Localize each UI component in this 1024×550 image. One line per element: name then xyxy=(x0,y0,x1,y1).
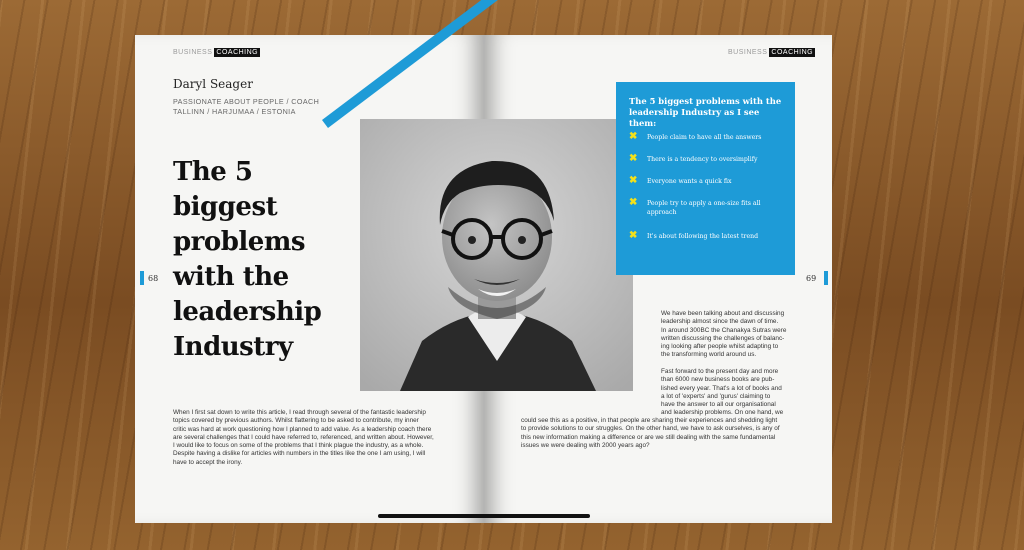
problem-line: There is a tendency to oversimplify xyxy=(647,156,758,163)
home-indicator-bar[interactable] xyxy=(378,514,590,518)
para-line: a lot of 'experts' and 'gurus' claiming to xyxy=(661,392,771,400)
headline-line: problems xyxy=(173,227,305,257)
right-section-label: BUSINESS xyxy=(728,49,768,56)
callout-title-line: The 5 biggest problems with the xyxy=(629,96,782,106)
problem-text xyxy=(647,199,787,217)
left-page-number: 68 xyxy=(148,274,159,283)
headline-line: The 5 xyxy=(173,157,253,187)
author-location: TALLINN / HARJUMAA / ESTONIA xyxy=(173,107,296,116)
intro-line: When I first sat down to write this article, I read through several of the fantastic leadership xyxy=(173,409,426,416)
para-line: and leadership problems. On one hand, we xyxy=(661,409,784,417)
paragraph-present xyxy=(661,368,821,418)
callout-title xyxy=(629,96,784,129)
problem-text xyxy=(647,177,787,186)
para-line: Fast forward to the present day and more xyxy=(661,368,779,375)
problem-line: Everyone wants a quick fix xyxy=(647,178,732,185)
para-line: to provide solutions to our struggles. On the other hand, we have to ask ourselves, is any of xyxy=(521,425,780,433)
para-line: We have been talking about and discussing xyxy=(661,310,785,317)
intro-line: have to accept the irony. xyxy=(173,458,243,466)
problem-line: People try to apply a one-size fits all xyxy=(647,200,761,207)
para-line: could see this as a positive, in that people are sharing their experiences and shedding light xyxy=(521,417,778,424)
para-line: have the answer to all our organisational xyxy=(661,401,776,409)
para-line: this new information making a difference or are we still dealing with the same fundamental xyxy=(521,433,776,441)
right-page-number: 69 xyxy=(806,274,817,283)
para-line: leadership almost since the dawn of time. xyxy=(661,318,779,326)
para-line: issues we were dealing with 2000 years ago? xyxy=(521,441,650,449)
magazine-spread xyxy=(135,35,832,523)
paragraph-history xyxy=(661,310,821,360)
author-role: PASSIONATE ABOUT PEOPLE / COACH xyxy=(173,97,320,106)
right-section-tag: COACHING xyxy=(771,49,814,56)
problem-text xyxy=(647,155,787,164)
problems-callout-box xyxy=(616,82,795,275)
headline-line: leadership xyxy=(173,297,322,327)
problem-text xyxy=(647,133,787,142)
para-line: the transforming world around us. xyxy=(661,351,757,359)
left-running-head xyxy=(173,49,260,56)
para-line: written discussing the challenges of balanc- xyxy=(661,334,785,342)
para-line: lished every year. That's a lot of books and xyxy=(661,384,782,392)
intro-line: are several challenges that I could have referred to, referenced, and written about. However, xyxy=(173,433,434,441)
para-line: than 6000 new business books are pub- xyxy=(661,376,775,384)
left-section-label: BUSINESS xyxy=(173,49,213,56)
portrait-photo xyxy=(360,119,633,391)
problem-line: People claim to have all the answers xyxy=(647,134,762,141)
problem-line: It's about following the latest trend xyxy=(647,233,759,240)
problem-text xyxy=(647,232,787,241)
para-line: ing looking after people whilst adapting to xyxy=(661,343,779,351)
right-page-marker xyxy=(824,271,828,285)
callout-title-line: leadership Industry as I see them: xyxy=(629,107,760,128)
intro-line: Despite having a dislike for articles with numbers in the titles like the one I am using, I will xyxy=(173,450,426,458)
para-line: In around 300BC the Chanakya Sutras were xyxy=(661,326,787,334)
cross-icon: ✖ xyxy=(629,153,638,164)
headline-line: with the xyxy=(173,262,289,292)
left-section-tag: COACHING xyxy=(216,49,259,56)
cross-icon: ✖ xyxy=(629,230,638,241)
headline-line: biggest xyxy=(173,192,278,222)
intro-line: topics covered by previous authors. Whilst flattering to be asked to contribute, my inner xyxy=(173,417,419,425)
author-name: Daryl Seager xyxy=(173,77,253,91)
cross-icon: ✖ xyxy=(629,131,638,142)
article-headline xyxy=(173,155,343,365)
cross-icon: ✖ xyxy=(629,197,638,208)
headline-line: Industry xyxy=(173,332,293,362)
intro-paragraph xyxy=(173,409,463,467)
portrait-illustration xyxy=(360,119,633,391)
left-page-marker xyxy=(140,271,144,285)
cross-icon: ✖ xyxy=(629,175,638,186)
paragraph-question xyxy=(521,417,821,450)
problem-line: approach xyxy=(647,209,677,216)
right-running-head xyxy=(728,49,815,56)
intro-line: I would like to focus on some of the problems that I think plague the industry, as a whole. xyxy=(173,442,424,450)
intro-line: critic was hard at work questioning how I planned to add value. As a leadership coach there xyxy=(173,425,432,433)
